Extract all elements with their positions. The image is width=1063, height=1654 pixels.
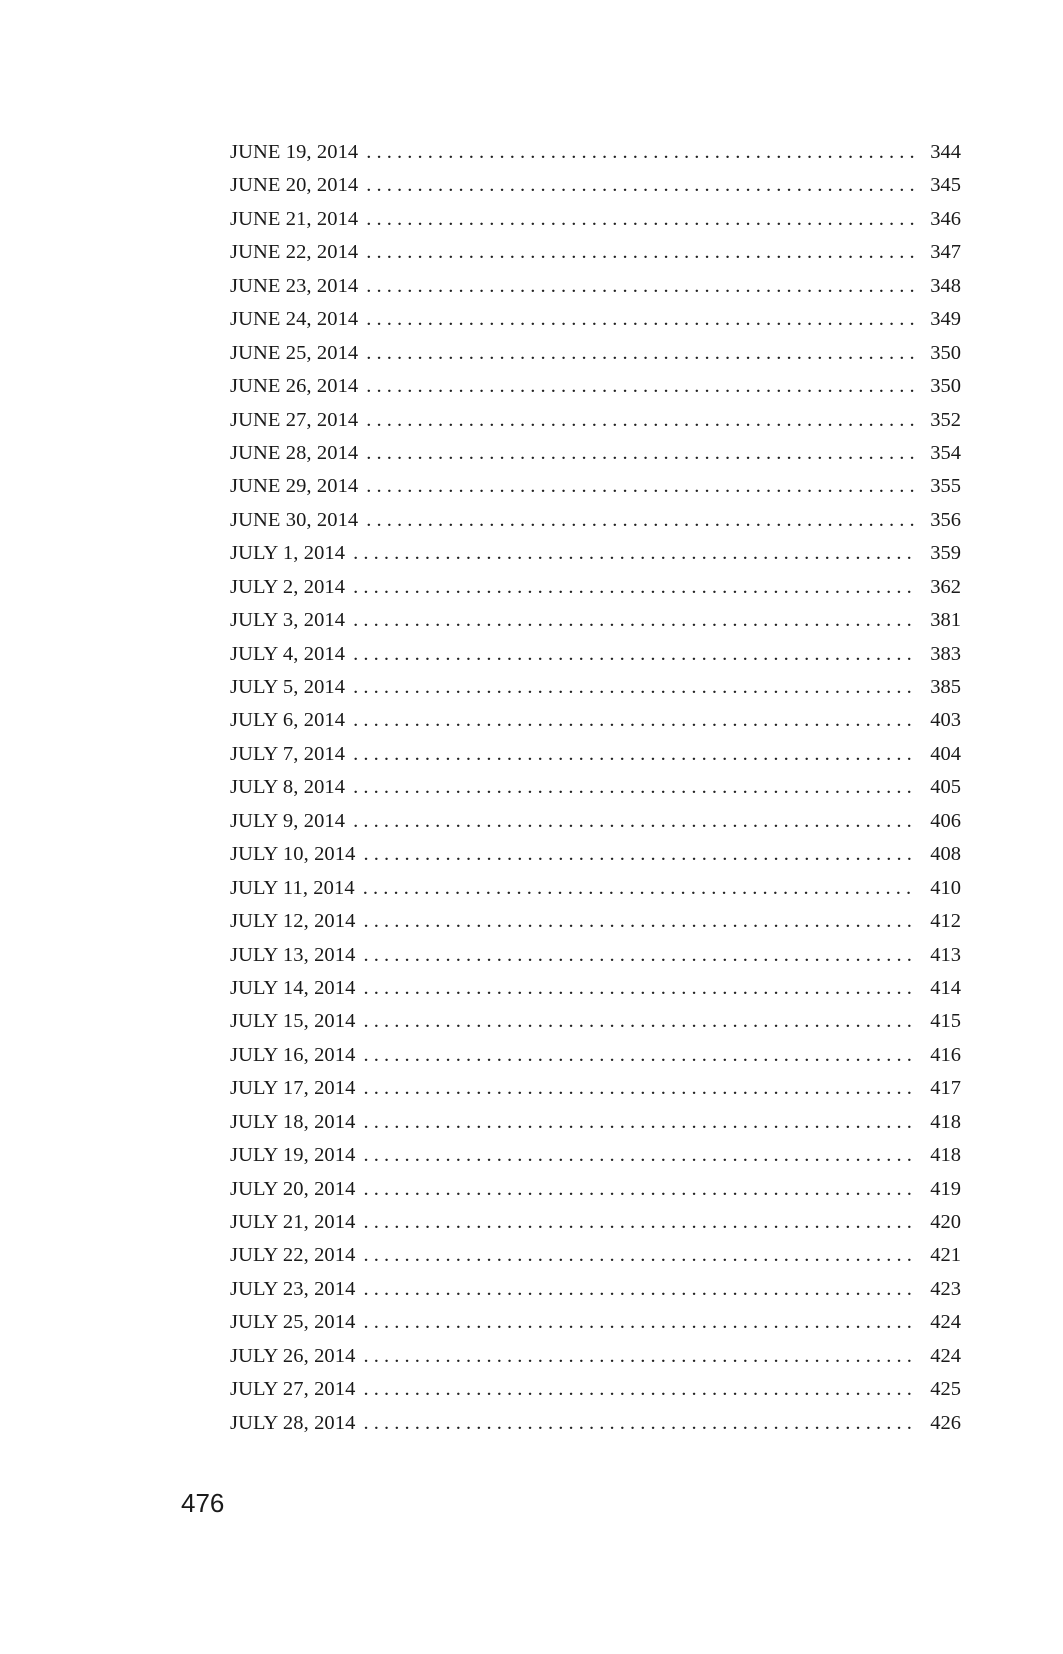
toc-entry-page: 421	[930, 1244, 961, 1267]
dot-leader	[363, 972, 917, 1005]
toc-entry-label: JULY 11, 2014	[230, 876, 355, 899]
dot-leader	[353, 738, 917, 771]
toc-entry-page: 349	[930, 308, 961, 331]
toc-entry-page: 385	[930, 676, 961, 698]
toc-entry-label: JULY 18, 2014	[230, 1110, 356, 1133]
dot-leader	[366, 203, 917, 236]
toc-entry-page: 356	[930, 508, 961, 531]
dot-leader	[363, 1005, 917, 1038]
toc-entry-page: 418	[930, 1144, 961, 1167]
dot-leader	[363, 1273, 917, 1306]
toc-entry	[230, 571, 961, 604]
dot-leader	[366, 337, 917, 370]
dot-leader	[353, 604, 917, 637]
toc-entry	[230, 504, 961, 537]
toc-entry-page: 359	[930, 542, 961, 565]
toc-entry-label: JUNE 26, 2014	[230, 375, 359, 398]
toc-entry-label: JUNE 24, 2014	[230, 308, 359, 331]
toc-entry-label: JULY 21, 2014	[230, 1211, 356, 1233]
toc-entry-label: JUNE 30, 2014	[230, 508, 359, 531]
toc-entry-page: 346	[930, 207, 961, 230]
dot-leader	[353, 771, 917, 804]
toc-entry-page: 414	[930, 976, 961, 999]
toc-entry-page: 348	[930, 274, 961, 297]
toc-entry-page: 425	[930, 1378, 961, 1401]
toc-entry	[230, 1173, 961, 1206]
toc-entry-label: JULY 3, 2014	[230, 609, 346, 632]
toc-entry	[230, 1239, 961, 1272]
toc-entry	[230, 872, 961, 905]
toc-entry-label: JULY 28, 2014	[230, 1411, 356, 1434]
toc-entry-page: 424	[930, 1344, 961, 1367]
toc-entry	[230, 404, 961, 437]
toc-entry-page: 410	[930, 876, 961, 899]
toc-entry-label: JULY 13, 2014	[230, 943, 356, 966]
toc-entry	[230, 1340, 961, 1373]
toc-entry-label: JUNE 29, 2014	[230, 475, 359, 498]
dot-leader	[363, 905, 917, 938]
toc-entry-label: JULY 17, 2014	[230, 1077, 356, 1100]
toc-entry-label: JULY 14, 2014	[230, 976, 356, 999]
toc-entry	[230, 236, 961, 269]
dot-leader	[363, 1373, 917, 1406]
dot-leader	[366, 169, 917, 202]
toc-entry-page: 412	[930, 910, 961, 933]
dot-leader	[366, 470, 917, 503]
toc-entry-page: 413	[930, 943, 961, 966]
toc-entry	[230, 203, 961, 236]
toc-entry	[230, 1139, 961, 1172]
toc-entry-label: JULY 26, 2014	[230, 1344, 356, 1367]
dot-leader	[366, 270, 917, 303]
toc-entry	[230, 337, 961, 370]
dot-leader	[363, 1072, 917, 1105]
toc-entry-label: JULY 25, 2014	[230, 1311, 356, 1334]
toc-entry	[230, 1306, 961, 1339]
toc-entry-page: 362	[930, 575, 961, 598]
toc-entry-label: JULY 12, 2014	[230, 910, 356, 933]
dot-leader	[363, 1239, 917, 1272]
toc-entry	[230, 1106, 961, 1139]
toc-entry-page: 418	[930, 1110, 961, 1133]
toc-entry-label: JULY 20, 2014	[230, 1177, 356, 1200]
toc-entry-label: JULY 15, 2014	[230, 1010, 356, 1033]
toc-entry-page: 381	[930, 609, 961, 632]
toc-entry-label: JULY 6, 2014	[230, 709, 346, 732]
toc-entry-label: JUNE 19, 2014	[230, 141, 359, 163]
toc-entry-page: 355	[930, 475, 961, 498]
toc-entry	[230, 1072, 961, 1105]
toc-entry-page: 383	[930, 642, 961, 665]
dot-leader	[363, 1106, 917, 1139]
toc-entry	[230, 671, 961, 704]
toc-entry	[230, 704, 961, 737]
dot-leader	[353, 805, 917, 838]
toc-entry-label: JULY 8, 2014	[230, 776, 346, 799]
toc-entry-page: 352	[930, 408, 961, 431]
toc-entry	[230, 805, 961, 838]
toc-entry-page: 426	[930, 1411, 961, 1434]
toc-entry-label: JULY 2, 2014	[230, 575, 346, 598]
toc-entry-label: JULY 9, 2014	[230, 809, 346, 832]
dot-leader	[363, 1340, 917, 1373]
dot-leader	[353, 671, 917, 704]
toc-entry	[230, 136, 961, 169]
toc-entry-page: 419	[930, 1177, 961, 1200]
toc-entry	[230, 1206, 961, 1239]
dot-leader	[366, 504, 917, 537]
toc-entry	[230, 771, 961, 804]
toc-entry-label: JUNE 28, 2014	[230, 441, 359, 464]
dot-leader	[363, 1139, 917, 1172]
toc-entry	[230, 1373, 961, 1406]
table-of-contents	[230, 136, 961, 1440]
toc-entry	[230, 1005, 961, 1038]
dot-leader	[363, 1206, 917, 1239]
toc-entry-page: 350	[930, 375, 961, 398]
dot-leader	[363, 872, 917, 905]
dot-leader	[366, 437, 917, 470]
toc-entry-page: 347	[930, 241, 961, 264]
toc-entry-label: JUNE 25, 2014	[230, 341, 359, 364]
toc-entry-label: JULY 22, 2014	[230, 1244, 356, 1267]
dot-leader	[366, 370, 917, 403]
toc-entry	[230, 905, 961, 938]
toc-entry	[230, 1273, 961, 1306]
toc-entry-page: 350	[930, 341, 961, 364]
dot-leader	[363, 1039, 917, 1072]
toc-entry-page: 403	[930, 709, 961, 732]
toc-entry-page: 406	[930, 809, 961, 832]
toc-entry-page: 408	[930, 843, 961, 866]
dot-leader	[366, 404, 917, 437]
dot-leader	[353, 704, 917, 737]
toc-entry-label: JUNE 22, 2014	[230, 241, 359, 264]
toc-entry-label: JULY 1, 2014	[230, 542, 346, 565]
toc-entry-label: JULY 27, 2014	[230, 1378, 356, 1401]
toc-entry	[230, 370, 961, 403]
toc-entry-page: 420	[930, 1211, 961, 1233]
toc-entry-page: 417	[930, 1077, 961, 1100]
toc-entry-page: 415	[930, 1010, 961, 1033]
page-number: 476	[181, 1488, 225, 1518]
dot-leader	[366, 303, 917, 336]
dot-leader	[353, 571, 917, 604]
toc-entry	[230, 1407, 961, 1440]
toc-entry	[230, 470, 961, 503]
toc-entry	[230, 604, 961, 637]
dot-leader	[353, 537, 917, 570]
toc-entry	[230, 303, 961, 336]
toc-entry	[230, 838, 961, 871]
toc-entry	[230, 738, 961, 771]
toc-entry-label: JUNE 21, 2014	[230, 207, 359, 230]
toc-entry-page: 416	[930, 1043, 961, 1066]
dot-leader	[363, 838, 917, 871]
toc-entry	[230, 270, 961, 303]
toc-entry	[230, 437, 961, 470]
dot-leader	[363, 1407, 917, 1440]
toc-entry	[230, 1039, 961, 1072]
toc-entry	[230, 939, 961, 972]
toc-entry-page: 424	[930, 1311, 961, 1334]
dot-leader	[366, 236, 917, 269]
toc-entry-label: JULY 4, 2014	[230, 642, 346, 665]
toc-entry-label: JULY 19, 2014	[230, 1144, 356, 1167]
toc-entry-page: 405	[930, 776, 961, 799]
dot-leader	[363, 1306, 917, 1339]
toc-entry	[230, 638, 961, 671]
toc-entry-label: JUNE 23, 2014	[230, 274, 359, 297]
toc-entry-page: 404	[930, 742, 961, 765]
dot-leader	[363, 1173, 917, 1206]
toc-entry-label: JULY 23, 2014	[230, 1277, 356, 1300]
toc-entry-page: 423	[930, 1277, 961, 1300]
toc-entry-label: JULY 7, 2014	[230, 742, 346, 765]
toc-entry	[230, 537, 961, 570]
toc-entry-page: 344	[930, 141, 961, 163]
dot-leader	[363, 939, 917, 972]
toc-entry	[230, 169, 961, 202]
toc-entry-label: JULY 5, 2014	[230, 676, 346, 698]
dot-leader	[353, 638, 917, 671]
toc-entry-page: 345	[930, 174, 961, 197]
toc-entry-label: JUNE 27, 2014	[230, 408, 359, 431]
dot-leader	[366, 136, 917, 169]
toc-entry-label: JUNE 20, 2014	[230, 174, 359, 197]
toc-entry-page: 354	[930, 441, 961, 464]
toc-entry	[230, 972, 961, 1005]
toc-entry-label: JULY 10, 2014	[230, 843, 356, 866]
toc-entry-label: JULY 16, 2014	[230, 1043, 356, 1066]
